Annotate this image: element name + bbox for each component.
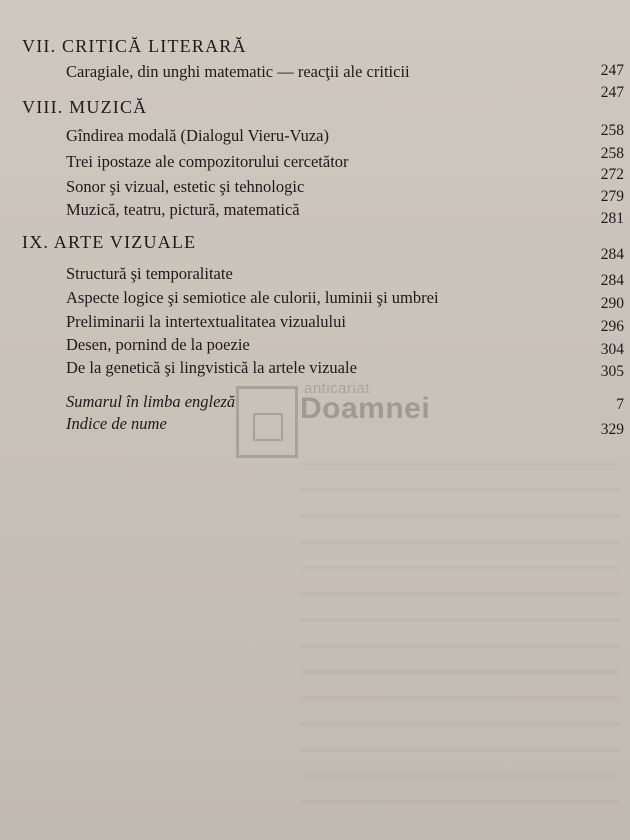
book-icon	[253, 413, 283, 441]
toc-page-number: 247	[600, 62, 624, 79]
watermark	[236, 376, 431, 460]
toc-page-number: 7	[616, 396, 624, 413]
toc-page-number: 304	[600, 341, 624, 358]
toc-page-number: 258	[600, 145, 624, 162]
toc-page-number: 284	[600, 272, 624, 289]
toc-page-number: 247	[600, 84, 624, 101]
toc-page-number: 296	[600, 318, 624, 335]
section-heading-viii: VIII. MUZICĂ	[22, 97, 148, 117]
toc-page-number: 281	[600, 210, 624, 227]
toc-page-number: 305	[600, 363, 624, 380]
toc-entry: De la genetică şi lingvistică la artele vizuale	[66, 358, 357, 377]
toc-page-number: 272	[600, 166, 624, 183]
toc-page-number: 284	[600, 246, 624, 263]
watermark-big-text: Doamnei	[300, 392, 431, 425]
toc-entry: Gîndirea modală (Dialogul Vieru-Vuza)	[66, 126, 329, 145]
toc-entry: Preliminarii la intertextualitatea vizualului	[66, 312, 346, 331]
toc-entry: Desen, pornind de la poezie	[66, 335, 250, 354]
toc-entry: Muzică, teatru, pictură, matematică	[66, 200, 300, 219]
toc-entry: Aspecte logice şi semiotice ale culorii, luminii şi umbrei	[66, 288, 439, 307]
toc-page-number: 258	[600, 122, 624, 139]
toc-entry: Trei ipostaze ale compozitorului cercetător	[66, 152, 349, 171]
toc-entry: Sonor şi vizual, estetic şi tehnologic	[66, 177, 305, 196]
section-heading-ix: IX. ARTE VIZUALE	[22, 232, 197, 252]
toc-page-number: 279	[600, 188, 624, 205]
bleed-through-text	[300, 440, 620, 820]
toc-entry-index: Indice de nume	[66, 414, 167, 433]
toc-page-number: 290	[600, 295, 624, 312]
watermark-frame-icon	[236, 386, 298, 458]
section-heading-vii: VII. CRITICĂ LITERARĂ	[22, 36, 247, 56]
watermark-small-text: anticariat	[304, 380, 370, 397]
toc-entry: Caragiale, din unghi matematic — reacţii ale criticii	[66, 62, 410, 81]
toc-entry-summary: Sumarul în limba engleză	[66, 392, 236, 411]
toc-page-number: 329	[600, 421, 624, 438]
toc-entry: Structură şi temporalitate	[66, 264, 233, 283]
